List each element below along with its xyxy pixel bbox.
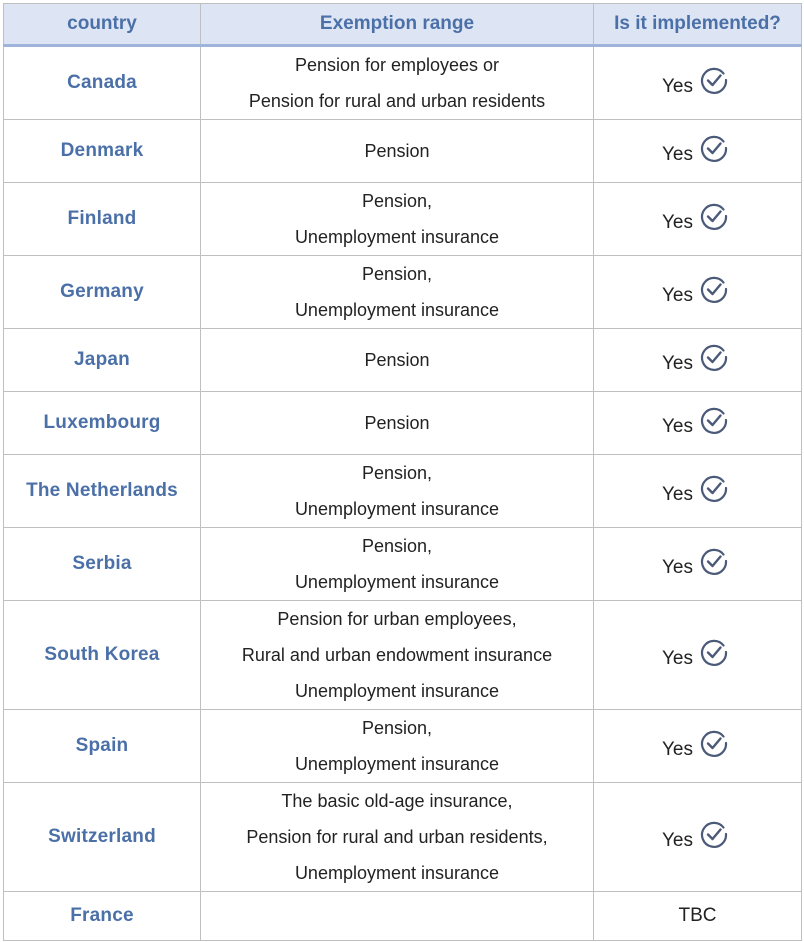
status-text: TBC [678, 905, 717, 926]
check-circle-icon [699, 65, 729, 95]
check-circle-icon [699, 637, 729, 667]
country-cell: Japan [4, 329, 201, 392]
status-text: Yes [662, 830, 693, 851]
status-text: Yes [662, 557, 693, 578]
exemption-range-line: The basic old-age insurance, [281, 791, 513, 811]
check-circle-icon [699, 405, 729, 435]
table-row [4, 120, 802, 183]
exemption-range-line: Unemployment insurance [294, 300, 500, 320]
exemption-range-cell [201, 710, 594, 783]
implemented-cell [594, 256, 802, 329]
header-country: country [4, 4, 201, 46]
exemption-range-line: Pension, [361, 536, 433, 556]
implemented-cell [594, 183, 802, 256]
implemented-status [662, 549, 729, 579]
table-row [4, 455, 802, 528]
implemented-status [662, 277, 729, 307]
check-circle-icon [699, 342, 729, 372]
exemption-range-line: Unemployment insurance [294, 499, 500, 519]
country-cell: France [4, 892, 201, 941]
exemption-range-line: Rural and urban endowment insurance [241, 645, 553, 665]
exemption-range-cell [201, 455, 594, 528]
implemented-status [662, 731, 729, 761]
country-cell: Finland [4, 183, 201, 256]
exemption-range-cell [201, 601, 594, 710]
exemption-range-line: Pension [364, 413, 430, 433]
check-circle-icon [699, 133, 729, 163]
check-circle-icon [699, 819, 729, 849]
exemption-range-line: Pension [364, 350, 430, 370]
table-row [4, 710, 802, 783]
exemption-range-cell [201, 783, 594, 892]
exemption-range-line: Unemployment insurance [294, 754, 500, 774]
country-cell: Canada [4, 46, 201, 120]
table-row [4, 528, 802, 601]
check-circle-icon [699, 546, 729, 576]
country-cell: Spain [4, 710, 201, 783]
exemption-range-line: Pension, [361, 463, 433, 483]
exemption-range-line: Pension for urban employees, [277, 609, 517, 629]
table-row [4, 256, 802, 329]
implemented-cell [594, 120, 802, 183]
implemented-cell [594, 392, 802, 455]
status-text: Yes [662, 285, 693, 306]
exemption-range-line: Pension for rural and urban residents, [246, 827, 548, 847]
header-row [4, 4, 802, 46]
check-circle-icon [699, 274, 729, 304]
implemented-cell [594, 455, 802, 528]
header-exemption-range: Exemption range [201, 4, 594, 46]
implemented-status [662, 204, 729, 234]
exemption-range-cell [201, 329, 594, 392]
exemption-range-line: Pension for employees or [294, 55, 500, 75]
implemented-status [662, 476, 729, 506]
table-body [4, 46, 802, 941]
exemption-range-line: Pension for rural and urban residents [248, 91, 546, 111]
exemption-range-line: Unemployment insurance [294, 227, 500, 247]
implemented-status [662, 345, 729, 375]
implemented-cell [594, 783, 802, 892]
exemption-range-cell [201, 256, 594, 329]
table-row [4, 392, 802, 455]
table-row [4, 46, 802, 120]
implemented-status [662, 136, 729, 166]
table-row [4, 783, 802, 892]
status-text: Yes [662, 353, 693, 374]
exemption-range-line: Pension [364, 141, 430, 161]
exemption-table [3, 3, 802, 941]
status-text: Yes [662, 144, 693, 165]
exemption-range-cell [201, 392, 594, 455]
country-cell: South Korea [4, 601, 201, 710]
table-row [4, 601, 802, 710]
check-circle-icon [699, 473, 729, 503]
exemption-range-cell [201, 528, 594, 601]
status-text: Yes [662, 416, 693, 437]
implemented-cell [594, 601, 802, 710]
implemented-status [662, 68, 729, 98]
table-row [4, 892, 802, 941]
country-cell: Denmark [4, 120, 201, 183]
exemption-range-line: Pension, [361, 718, 433, 738]
exemption-range-line: Unemployment insurance [294, 863, 500, 883]
status-text: Yes [662, 648, 693, 669]
page [3, 3, 801, 939]
exemption-range-line: Unemployment insurance [294, 572, 500, 592]
status-text: Yes [662, 484, 693, 505]
exemption-range-line: Unemployment insurance [294, 681, 500, 701]
status-text: Yes [662, 739, 693, 760]
implemented-cell [594, 46, 802, 120]
implemented-status [662, 822, 729, 852]
country-cell: The Netherlands [4, 455, 201, 528]
implemented-cell [594, 528, 802, 601]
country-cell: Serbia [4, 528, 201, 601]
exemption-range-line: Pension, [361, 264, 433, 284]
exemption-range-cell [201, 120, 594, 183]
country-cell: Switzerland [4, 783, 201, 892]
implemented-cell [594, 892, 802, 941]
status-text: Yes [662, 76, 693, 97]
country-cell: Germany [4, 256, 201, 329]
implemented-status [662, 408, 729, 438]
exemption-range-cell [201, 46, 594, 120]
exemption-range-cell [201, 183, 594, 256]
implemented-cell [594, 329, 802, 392]
exemption-range-line: Pension, [361, 191, 433, 211]
implemented-cell [594, 710, 802, 783]
table-row [4, 329, 802, 392]
check-circle-icon [699, 728, 729, 758]
implemented-status [662, 640, 729, 670]
check-circle-icon [699, 201, 729, 231]
country-cell: Luxembourg [4, 392, 201, 455]
exemption-range-cell [201, 892, 594, 941]
status-text: Yes [662, 212, 693, 233]
header-implemented: Is it implemented? [594, 4, 802, 46]
table-row [4, 183, 802, 256]
